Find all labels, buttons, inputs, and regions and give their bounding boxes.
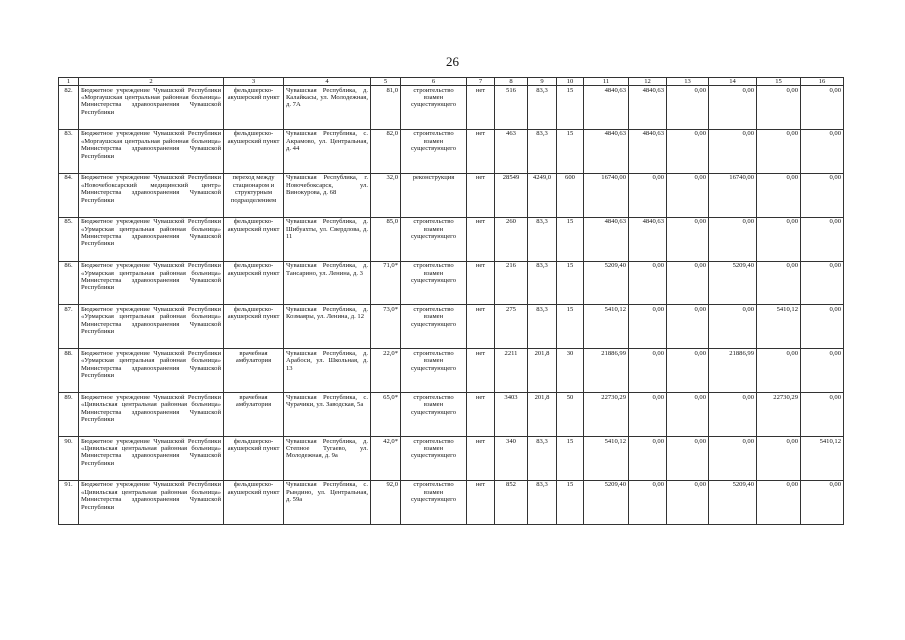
unit-cost-cell: 83,3 [528,437,557,481]
cost-year-3-cell: 21886,99 [709,349,757,393]
area-cell: 65,0* [371,393,401,437]
cost-year-2-cell: 0,00 [667,217,709,261]
header-cell: 11 [584,78,629,86]
row-number-cell: 90. [59,437,79,481]
area-cell: 85,0 [371,217,401,261]
institution-name-cell: Бюджетное учреждение Чувашской Республики «Цивильская центральная районная больница» Министерства здравоохранения Чувашской Республики [79,480,224,524]
facility-type-cell: переход между стационаром и структурным подразделением [224,173,284,217]
cost-year-3-cell: 5209,40 [709,480,757,524]
cost-year-5-cell: 5410,12 [801,437,844,481]
cost-year-5-cell: 0,00 [801,261,844,305]
cost-year-2-cell: 0,00 [667,437,709,481]
header-cell: 5 [371,78,401,86]
cost-year-2-cell: 0,00 [667,393,709,437]
area-cell: 81,0 [371,86,401,130]
header-cell: 15 [757,78,801,86]
cost-year-4-cell: 0,00 [757,261,801,305]
area-cell: 42,0* [371,437,401,481]
address-cell: Чувашская Республика, с. Рындино, ул. Центральная, д. 59а [284,480,371,524]
land-status-cell: нет [467,217,495,261]
address-cell: Чувашская Республика, д. Тансарино, ул. Ленина, д. 3 [284,261,371,305]
cost-year-1-cell: 0,00 [629,349,667,393]
institution-name-cell: Бюджетное учреждение Чувашской Республики «Моргаушская центральная районная больница» Министерства здравоохранения Чувашской Республики [79,129,224,173]
page-number: 26 [446,54,459,69]
capacity-cell: 15 [557,305,584,349]
cost-year-5-cell: 0,00 [801,217,844,261]
facility-type-cell: фельдшерско-акушерский пункт [224,217,284,261]
row-number-cell: 82. [59,86,79,130]
cost-year-1-cell: 0,00 [629,437,667,481]
capacity-cell: 15 [557,261,584,305]
row-number-cell: 84. [59,173,79,217]
address-cell: Чувашская Республика, д. Козмаяры, ул. Ленина, д. 12 [284,305,371,349]
header-cell: 1 [59,78,79,86]
total-cost-cell: 22730,29 [584,393,629,437]
land-status-cell: нет [467,129,495,173]
address-cell: Чувашская Республика, с. Чурачики, ул. Заводская, 5а [284,393,371,437]
header-row [59,78,844,86]
table-row [59,349,844,393]
header-cell: 8 [495,78,528,86]
table-body [59,86,844,525]
facility-type-cell: фельдшерско-акушерский пункт [224,86,284,130]
institution-name-cell: Бюджетное учреждение Чувашской Республики «Урмарская центральная районная больница» Министерства здравоохранения Чувашской Республики [79,217,224,261]
land-status-cell: нет [467,305,495,349]
institution-name-cell: Бюджетное учреждение Чувашской Республики «Урмарская центральная районная больница» Министерства здравоохранения Чувашской Республики [79,305,224,349]
cost-year-3-cell: 16740,00 [709,173,757,217]
address-cell: Чувашская Республика, д. Арабоси, ул. Школьная, д. 13 [284,349,371,393]
area-cell: 22,0* [371,349,401,393]
institution-name-cell: Бюджетное учреждение Чувашской Республики «Урмарская центральная районная больница» Министерства здравоохранения Чувашской Республики [79,261,224,305]
cost-year-4-cell: 0,00 [757,349,801,393]
header-cell: 9 [528,78,557,86]
institution-name-cell: Бюджетное учреждение Чувашской Республики «Моргаушская центральная районная больница» Министерства здравоохранения Чувашской Республики [79,86,224,130]
address-cell: Чувашская Республика, с. Акрамово, ул. Центральная, д. 44 [284,129,371,173]
total-cost-cell: 5410,12 [584,305,629,349]
table-row [59,86,844,130]
cost-year-4-cell: 0,00 [757,129,801,173]
cost-year-2-cell: 0,00 [667,349,709,393]
row-number-cell: 88. [59,349,79,393]
work-type-cell: строительство взамен существующего [401,349,467,393]
facility-type-cell: врачебная амбулатория [224,393,284,437]
unit-cost-cell: 4249,0 [528,173,557,217]
land-status-cell: нет [467,349,495,393]
cost-thousand-cell: 260 [495,217,528,261]
cost-year-1-cell: 4840,63 [629,129,667,173]
cost-year-4-cell: 22730,29 [757,393,801,437]
work-type-cell: строительство взамен существующего [401,86,467,130]
area-cell: 92,0 [371,480,401,524]
cost-year-2-cell: 0,00 [667,305,709,349]
work-type-cell: реконструкция [401,173,467,217]
institution-name-cell: Бюджетное учреждение Чувашской Республики «Урмарская центральная районная больница» Министерства здравоохранения Чувашской Республики [79,349,224,393]
work-type-cell: строительство взамен существующего [401,129,467,173]
capacity-cell: 15 [557,129,584,173]
cost-thousand-cell: 3403 [495,393,528,437]
row-number-cell: 86. [59,261,79,305]
cost-year-3-cell: 0,00 [709,129,757,173]
cost-year-3-cell: 0,00 [709,305,757,349]
total-cost-cell: 21886,99 [584,349,629,393]
table-row [59,217,844,261]
capacity-cell: 15 [557,480,584,524]
table-row [59,393,844,437]
table-row [59,173,844,217]
header-cell: 7 [467,78,495,86]
address-cell: Чувашская Республика, г. Новочебоксарск, ул. Винокурова, д. 68 [284,173,371,217]
header-cell: 14 [709,78,757,86]
cost-year-1-cell: 0,00 [629,261,667,305]
row-number-cell: 83. [59,129,79,173]
row-number-cell: 89. [59,393,79,437]
total-cost-cell: 16740,00 [584,173,629,217]
capacity-cell: 600 [557,173,584,217]
cost-year-3-cell: 5209,40 [709,261,757,305]
header-cell: 3 [224,78,284,86]
cost-thousand-cell: 216 [495,261,528,305]
header-cell: 10 [557,78,584,86]
cost-year-2-cell: 0,00 [667,129,709,173]
cost-thousand-cell: 463 [495,129,528,173]
cost-year-3-cell: 0,00 [709,217,757,261]
land-status-cell: нет [467,393,495,437]
header-cell: 13 [667,78,709,86]
cost-year-4-cell: 0,00 [757,217,801,261]
cost-year-1-cell: 4840,63 [629,86,667,130]
cost-thousand-cell: 852 [495,480,528,524]
facility-type-cell: фельдшерско-акушерский пункт [224,305,284,349]
unit-cost-cell: 83,3 [528,305,557,349]
cost-year-1-cell: 0,00 [629,305,667,349]
cost-year-3-cell: 0,00 [709,393,757,437]
unit-cost-cell: 83,3 [528,129,557,173]
land-status-cell: нет [467,261,495,305]
work-type-cell: строительство взамен существующего [401,480,467,524]
unit-cost-cell: 201,8 [528,393,557,437]
total-cost-cell: 5209,40 [584,480,629,524]
row-number-cell: 91. [59,480,79,524]
data-table [58,77,844,525]
area-cell: 71,0* [371,261,401,305]
area-cell: 82,0 [371,129,401,173]
total-cost-cell: 4840,63 [584,217,629,261]
unit-cost-cell: 83,3 [528,86,557,130]
unit-cost-cell: 83,3 [528,480,557,524]
cost-year-4-cell: 0,00 [757,86,801,130]
unit-cost-cell: 83,3 [528,261,557,305]
land-status-cell: нет [467,173,495,217]
cost-year-1-cell: 4840,63 [629,217,667,261]
header-cell: 16 [801,78,844,86]
cost-year-3-cell: 0,00 [709,86,757,130]
work-type-cell: строительство взамен существующего [401,217,467,261]
capacity-cell: 15 [557,86,584,130]
table-row [59,305,844,349]
cost-year-5-cell: 0,00 [801,349,844,393]
cost-year-5-cell: 0,00 [801,173,844,217]
cost-year-5-cell: 0,00 [801,305,844,349]
total-cost-cell: 4840,63 [584,129,629,173]
unit-cost-cell: 83,3 [528,217,557,261]
cost-thousand-cell: 340 [495,437,528,481]
land-status-cell: нет [467,480,495,524]
address-cell: Чувашская Республика, д. Степное Тугаево, ул. Молодежная, д. 9а [284,437,371,481]
facility-type-cell: фельдшерско-акушерский пункт [224,129,284,173]
table-row [59,437,844,481]
header-cell: 4 [284,78,371,86]
header-cell: 6 [401,78,467,86]
cost-year-5-cell: 0,00 [801,129,844,173]
total-cost-cell: 5410,12 [584,437,629,481]
cost-year-4-cell: 0,00 [757,480,801,524]
facility-type-cell: фельдшерско-акушерский пункт [224,480,284,524]
institution-name-cell: Бюджетное учреждение Чувашской Республики «Новочебоксарский медицинский центр» Министерства здравоохранения Чувашской Республики [79,173,224,217]
cost-thousand-cell: 516 [495,86,528,130]
facility-type-cell: фельдшерско-акушерский пункт [224,261,284,305]
cost-thousand-cell: 2211 [495,349,528,393]
institution-name-cell: Бюджетное учреждение Чувашской Республики «Цивильская центральная районная больница» Министерства здравоохранения Чувашской Республики [79,437,224,481]
capacity-cell: 15 [557,217,584,261]
total-cost-cell: 5209,40 [584,261,629,305]
cost-year-2-cell: 0,00 [667,480,709,524]
cost-year-2-cell: 0,00 [667,261,709,305]
cost-year-5-cell: 0,00 [801,480,844,524]
cost-year-3-cell: 0,00 [709,437,757,481]
cost-year-2-cell: 0,00 [667,86,709,130]
address-cell: Чувашская Республика, д. Шибуахты, ул. Свердлова, д. 11 [284,217,371,261]
work-type-cell: строительство взамен существующего [401,437,467,481]
cost-year-4-cell: 0,00 [757,437,801,481]
capacity-cell: 15 [557,437,584,481]
work-type-cell: строительство взамен существующего [401,305,467,349]
total-cost-cell: 4840,63 [584,86,629,130]
area-cell: 32,0 [371,173,401,217]
header-cell: 12 [629,78,667,86]
facility-type-cell: врачебная амбулатория [224,349,284,393]
cost-year-4-cell: 5410,12 [757,305,801,349]
row-number-cell: 85. [59,217,79,261]
capacity-cell: 50 [557,393,584,437]
facility-type-cell: фельдшерско-акушерский пункт [224,437,284,481]
table-row [59,129,844,173]
cost-thousand-cell: 28549 [495,173,528,217]
cost-thousand-cell: 275 [495,305,528,349]
area-cell: 73,0* [371,305,401,349]
cost-year-5-cell: 0,00 [801,86,844,130]
cost-year-1-cell: 0,00 [629,393,667,437]
capacity-cell: 30 [557,349,584,393]
table-row [59,480,844,524]
row-number-cell: 87. [59,305,79,349]
cost-year-5-cell: 0,00 [801,393,844,437]
unit-cost-cell: 201,8 [528,349,557,393]
table-row [59,261,844,305]
land-status-cell: нет [467,86,495,130]
land-status-cell: нет [467,437,495,481]
work-type-cell: строительство взамен существующего [401,393,467,437]
address-cell: Чувашская Республика, д. Калайкасы, ул. Молодежная, д. 7А [284,86,371,130]
cost-year-1-cell: 0,00 [629,173,667,217]
cost-year-2-cell: 0,00 [667,173,709,217]
cost-year-4-cell: 0,00 [757,173,801,217]
header-cell: 2 [79,78,224,86]
institution-name-cell: Бюджетное учреждение Чувашской Республики «Цивильская центральная районная больница» Министерства здравоохранения Чувашской Республики [79,393,224,437]
cost-year-1-cell: 0,00 [629,480,667,524]
work-type-cell: строительство взамен существующего [401,261,467,305]
